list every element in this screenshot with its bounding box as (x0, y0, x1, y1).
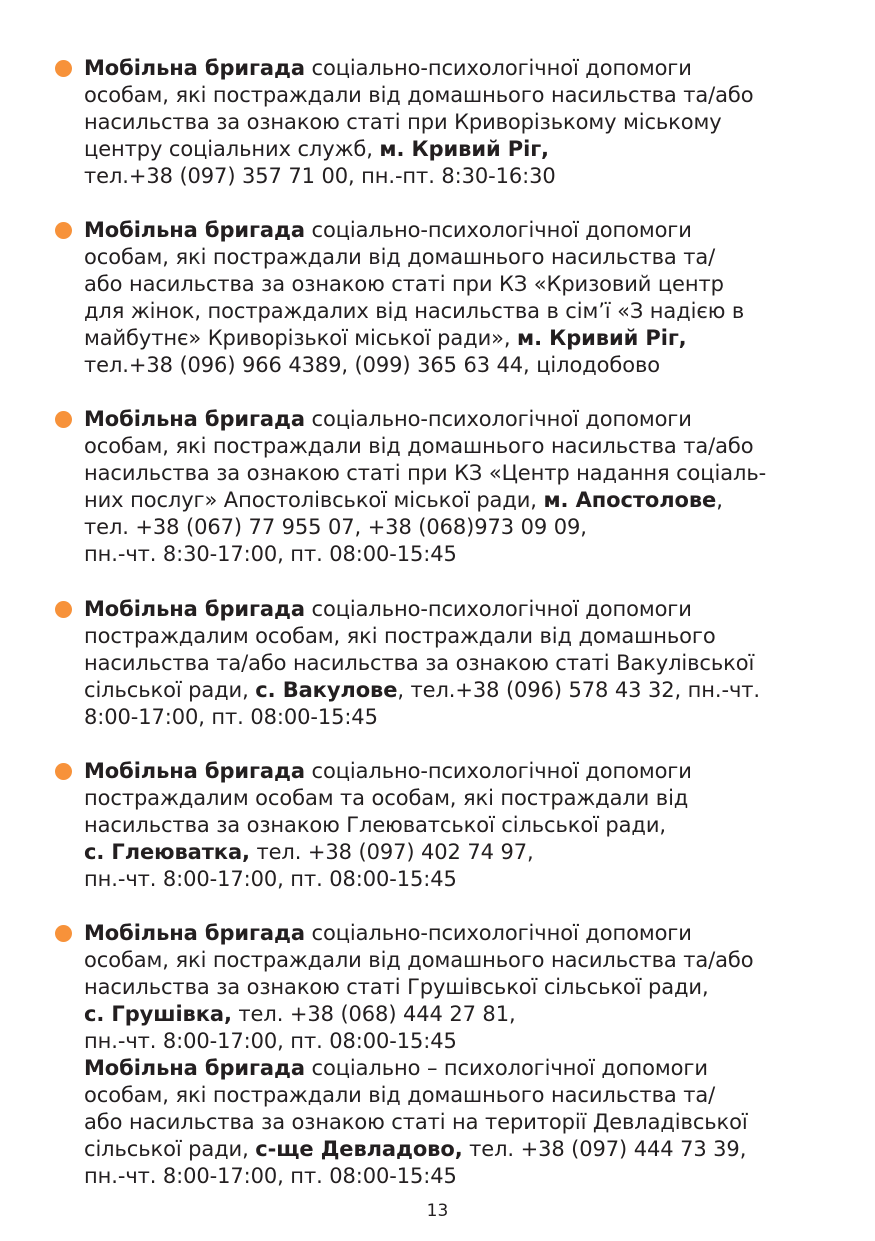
text-line (84, 866, 844, 893)
orange-bullet-icon (55, 925, 72, 942)
text-segment: або насильства за ознакою статі при КЗ «Кризовий центр (84, 272, 724, 296)
text-line (84, 650, 844, 677)
text-segment: особам, які постраждали від домашнього насильства та/ (84, 1083, 716, 1107)
bold-text: с. Вакулове (255, 678, 398, 702)
entry-text (84, 596, 844, 731)
entry-text (84, 406, 844, 568)
text-segment: соціально-психологічної допомоги (304, 597, 692, 621)
text-line (84, 163, 844, 190)
text-segment: постраждалим особам та особам, які постраждали від (84, 786, 689, 810)
text-segment: тел. +38 (067) 77 955 07, +38 (068)973 09 09, (84, 515, 587, 539)
text-segment: насильства та/або насильства за ознакою статі Вакулівської (84, 651, 755, 675)
orange-bullet-icon (55, 601, 72, 618)
text-line (84, 1028, 844, 1055)
text-segment: для жінок, постраждалих від насильства в сім’ї «З надією в (84, 299, 745, 323)
text-segment: соціально – психологічної допомоги (304, 1056, 708, 1080)
text-segment: соціально-психологічної допомоги (304, 921, 692, 945)
text-line (84, 758, 844, 785)
text-line (84, 217, 844, 244)
orange-bullet-icon (55, 411, 72, 428)
entry-text (84, 920, 844, 1190)
text-segment: них послуг» Апостолівської міської ради, (84, 488, 544, 512)
bold-text: Мобільна бригада (84, 759, 305, 783)
text-line (84, 1001, 844, 1028)
text-line (84, 623, 844, 650)
text-line (84, 136, 844, 163)
text-segment: пн.-чт. 8:00-17:00, пт. 08:00-15:45 (84, 1164, 457, 1188)
bold-text: с. Грушівка, (84, 1002, 232, 1026)
text-segment: сільської ради, (84, 678, 256, 702)
text-line (84, 785, 844, 812)
text-line (84, 82, 844, 109)
entry-text (84, 758, 844, 893)
bold-text: Мобільна бригада (84, 921, 305, 945)
contact-entry (84, 406, 844, 568)
bold-text: с. Глеюватка, (84, 840, 250, 864)
bold-text: Мобільна бригада (84, 597, 305, 621)
text-line (84, 541, 844, 568)
text-line (84, 812, 844, 839)
text-line (84, 325, 844, 352)
text-segment: , тел.+38 (096) 578 43 32, пн.-чт. (397, 678, 760, 702)
text-segment: тел.+38 (097) 357 71 00, пн.-пт. 8:30-16:30 (84, 164, 556, 188)
bold-text: Мобільна бригада (84, 1056, 305, 1080)
text-line (84, 244, 844, 271)
text-line (84, 487, 844, 514)
text-line (84, 1136, 844, 1163)
orange-bullet-icon (55, 60, 72, 77)
bold-text: Мобільна бригада (84, 56, 305, 80)
text-line (84, 352, 844, 379)
text-line (84, 460, 844, 487)
bold-text: м. Кривий Ріг, (379, 137, 549, 161)
text-segment: соціально-психологічної допомоги (304, 218, 692, 242)
text-segment: майбутнє» Криворізької міської ради», (84, 326, 518, 350)
text-line (84, 298, 844, 325)
text-line (84, 677, 844, 704)
bold-text: м. Кривий Ріг, (517, 326, 687, 350)
text-segment: тел. +38 (097) 444 73 39, (462, 1137, 747, 1161)
orange-bullet-icon (55, 222, 72, 239)
text-segment: або насильства за ознакою статі на території Девладівської (84, 1110, 748, 1134)
text-segment: особам, які постраждали від домашнього насильства та/ (84, 245, 716, 269)
text-segment: пн.-чт. 8:30-17:00, пт. 08:00-15:45 (84, 542, 457, 566)
text-segment: постраждалим особам, які постраждали від домашнього (84, 624, 716, 648)
text-segment: особам, які постраждали від домашнього насильства та/або (84, 83, 754, 107)
text-line (84, 1082, 844, 1109)
text-segment: насильства за ознакою статі при КЗ «Центр надання соціаль- (84, 461, 767, 485)
bold-text: с-ще Девладово, (255, 1137, 463, 1161)
text-segment: центру соціальних служб, (84, 137, 380, 161)
text-line (84, 704, 844, 731)
page-number: 13 (426, 1201, 449, 1221)
text-segment: соціально-психологічної допомоги (304, 56, 692, 80)
text-segment: соціально-психологічної допомоги (304, 407, 692, 431)
text-segment: насильства за ознакою статі Грушівської сільської ради, (84, 975, 709, 999)
text-line (84, 271, 844, 298)
bold-text: м. Апостолове (543, 488, 717, 512)
contact-entry (84, 596, 844, 731)
text-segment: особам, які постраждали від домашнього насильства та/або (84, 948, 754, 972)
text-segment: тел. +38 (097) 402 74 97, (249, 840, 534, 864)
text-segment: соціально-психологічної допомоги (304, 759, 692, 783)
text-segment: , (716, 488, 723, 512)
text-line (84, 920, 844, 947)
orange-bullet-icon (55, 763, 72, 780)
text-segment: тел.+38 (096) 966 4389, (099) 365 63 44, цілодобово (84, 353, 660, 377)
entry-text (84, 217, 844, 379)
contact-entry (84, 920, 844, 1190)
contact-entry (84, 55, 844, 190)
text-segment: тел. +38 (068) 444 27 81, (231, 1002, 516, 1026)
text-line (84, 974, 844, 1001)
text-line (84, 406, 844, 433)
bold-text: Мобільна бригада (84, 218, 305, 242)
text-segment: насильства за ознакою статі при Криворізькому міському (84, 110, 722, 134)
contact-entry (84, 217, 844, 379)
text-line (84, 433, 844, 460)
text-line (84, 514, 844, 541)
contact-entry (84, 758, 844, 893)
text-segment: сільської ради, (84, 1137, 256, 1161)
text-segment: 8:00-17:00, пт. 08:00-15:45 (84, 705, 378, 729)
text-segment: особам, які постраждали від домашнього насильства та/або (84, 434, 754, 458)
text-segment: насильства за ознакою Глеюватської сільської ради, (84, 813, 666, 837)
text-line (84, 839, 844, 866)
text-segment: пн.-чт. 8:00-17:00, пт. 08:00-15:45 (84, 867, 457, 891)
bold-text: Мобільна бригада (84, 407, 305, 431)
text-line (84, 1109, 844, 1136)
text-line (84, 55, 844, 82)
text-line (84, 1055, 844, 1082)
text-segment: пн.-чт. 8:00-17:00, пт. 08:00-15:45 (84, 1029, 457, 1053)
text-line (84, 1163, 844, 1190)
text-line (84, 947, 844, 974)
entry-text (84, 55, 844, 190)
text-line (84, 109, 844, 136)
text-line (84, 596, 844, 623)
